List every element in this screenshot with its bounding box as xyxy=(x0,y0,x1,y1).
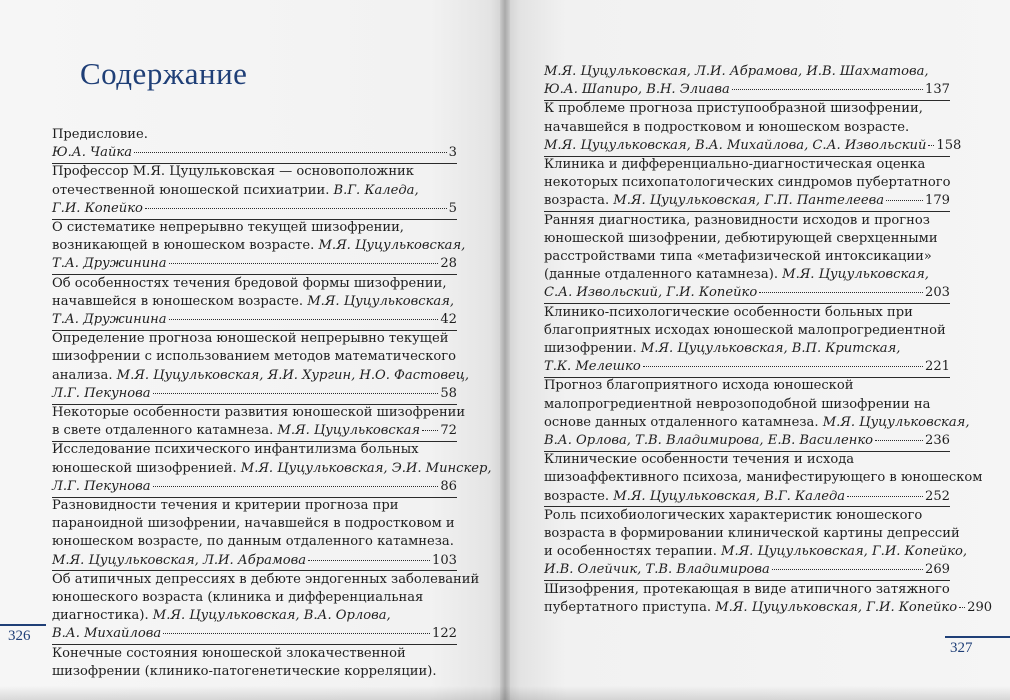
entry-page-number: 269 xyxy=(925,562,950,578)
entry-title-text: Исследование психического инфантилизма больных xyxy=(52,442,419,458)
dot-leader xyxy=(163,633,430,634)
entry-title-text: Некоторые особенности развития юношеской шизофрении xyxy=(52,405,466,421)
entry-text xyxy=(52,311,167,329)
entry-title-line xyxy=(544,340,950,358)
entry-authors: Л.Г. Пекунова xyxy=(52,478,151,494)
entry-authors: М.Я. Цуцульковская, В.Г. Каледа xyxy=(613,488,846,504)
entry-last-line xyxy=(52,311,457,329)
entry-authors: М.Я. Цуцульковская, В.А. Михайлова, С.А. Извольский xyxy=(544,137,927,153)
entry-title-text: Об атипичных депрессиях в дебюте эндогенных заболеваний xyxy=(52,571,480,587)
entry-title-line xyxy=(544,100,950,118)
entry-last-line xyxy=(52,625,457,643)
entry-last-line xyxy=(544,432,950,450)
entry-title-text: малопрогредиентной неврозоподобной шизофрении на xyxy=(544,396,931,412)
entry-authors: М.Я. Цуцульковская, Э.И. Минскер, xyxy=(240,460,492,476)
entry-title-text: Прогноз благоприятного исхода юношеской xyxy=(544,378,854,394)
entry-last-line xyxy=(544,358,950,376)
entry-title-text: К проблеме прогноза приступообразной шизофрении, xyxy=(544,101,923,117)
entry-last-line xyxy=(544,488,950,506)
entry-text xyxy=(52,144,132,162)
toc-entry xyxy=(52,571,480,645)
entry-authors: Т.А. Дружинина xyxy=(52,256,167,272)
page-title: Содержание xyxy=(80,56,248,91)
entry-title-line xyxy=(544,212,950,230)
entry-title-line xyxy=(52,237,466,255)
entry-last-line xyxy=(52,144,457,162)
toc-entry xyxy=(52,275,457,331)
toc-entry xyxy=(52,404,466,441)
entry-title-text: возрасте. xyxy=(544,488,614,504)
entry-title-text: Шизофрения, протекающая в виде атипичного затяжного xyxy=(544,581,950,597)
entry-title-line xyxy=(52,497,457,515)
entry-authors: М.Я. Цуцульковская, Г.И. Копейко xyxy=(715,599,958,615)
entry-title-text: анализа. xyxy=(52,367,117,383)
entry-title-text: О систематике непрерывно текущей шизофрении, xyxy=(52,220,404,236)
dot-leader xyxy=(928,145,934,146)
entry-title-text: Разновидности течения и критерии прогноза при xyxy=(52,498,399,514)
entry-title-line xyxy=(544,543,968,561)
entry-authors: В.Г. Каледа, xyxy=(333,182,419,198)
entry-title-line xyxy=(52,515,457,533)
entry-last-line xyxy=(52,255,457,273)
entry-title-text: расстройствами типа «метафизической интоксикации» xyxy=(544,249,932,265)
dot-leader xyxy=(169,319,439,320)
entry-text xyxy=(52,552,306,570)
entry-last-line xyxy=(52,422,457,440)
entry-last-line xyxy=(544,137,962,155)
entry-title-text: пубертатного приступа. xyxy=(544,599,716,615)
entry-authors: Т.А. Дружинина xyxy=(52,312,167,328)
toc-entry xyxy=(544,304,950,378)
entry-title-text: юношеской шизофрении, дебютирующей сверхценными xyxy=(544,230,938,246)
entry-page-number: 3 xyxy=(448,145,457,161)
entry-title-text: возникающей в юношеском возрасте. xyxy=(52,238,319,254)
entry-last-line xyxy=(52,552,457,570)
entry-authors: М.Я. Цуцульковская, xyxy=(318,238,466,254)
toc-list-right xyxy=(544,63,993,618)
dot-leader xyxy=(145,208,447,209)
entry-title-text: начавшейся в юношеском возрасте. xyxy=(52,293,308,309)
entry-title-line xyxy=(52,571,480,589)
entry-last-line xyxy=(52,200,457,218)
entry-page-number: 179 xyxy=(925,193,950,209)
entry-authors: Ю.А. Чайка xyxy=(52,145,133,161)
toc-entry xyxy=(52,330,470,404)
entry-title-line xyxy=(52,275,457,293)
entry-authors: М.Я. Цуцульковская, Л.И. Абрамова xyxy=(52,552,307,568)
entry-title-line xyxy=(544,581,950,599)
entry-title-text: юношеского возраста (клиника и дифференциальная xyxy=(52,590,424,606)
entry-page-number: 137 xyxy=(925,82,950,98)
entry-title-line xyxy=(52,663,457,681)
entry-title-line xyxy=(52,163,457,181)
toc-entry xyxy=(52,163,457,219)
entry-authors: М.Я. Цуцульковская, Я.И. Хургин, Н.О. Фастовец, xyxy=(116,367,470,383)
entry-authors-line: М.Я. Цуцульковская, Л.И. Абрамова, И.В. Шахматова, xyxy=(544,64,929,79)
entry-authors: М.Я. Цуцульковская, xyxy=(782,267,929,283)
entry-text xyxy=(52,255,167,273)
entry-title-line xyxy=(52,126,457,144)
entry-title-text: возраста в формировании клинической картины депрессий xyxy=(544,526,960,542)
entry-page-number: 236 xyxy=(925,433,950,449)
entry-title-text: Клинико-психологические особенности больных при xyxy=(544,304,913,320)
entry-title-text: диагностика). xyxy=(52,608,153,624)
dot-leader xyxy=(169,263,439,264)
entry-title-line xyxy=(52,348,457,366)
entry-title-line xyxy=(544,396,950,414)
entry-title-text: шизофрении (клинико-патогенетические корреляции). xyxy=(52,663,437,679)
entry-title-text: Роль психобиологических характеристик юношеского xyxy=(544,507,923,523)
entry-page-number: 203 xyxy=(925,285,950,301)
entry-title-text: шизофрении. xyxy=(544,341,641,357)
entry-title-line xyxy=(52,293,457,311)
entry-authors: Г.И. Копейко xyxy=(52,200,143,216)
entry-title-text: Об особенностях течения бредовой формы шизофрении, xyxy=(52,275,447,291)
entry-page-number: 28 xyxy=(440,256,457,272)
entry-title-text: юношеском возрасте, по данным отдаленного катамнеза. xyxy=(52,534,454,550)
entry-last-line xyxy=(544,561,950,579)
entry-authors: М.Я. Цуцульковская, В.А. Орлова, xyxy=(152,608,391,624)
entry-title-text: Ранняя диагностика, разновидности исходов и прогноз xyxy=(544,212,930,228)
toc-entry xyxy=(52,219,466,275)
entry-title-line xyxy=(544,377,950,395)
dot-leader xyxy=(422,430,438,431)
entry-title-line xyxy=(52,367,470,385)
entry-text xyxy=(544,358,641,376)
dot-leader xyxy=(847,496,923,497)
entry-page-number: 290 xyxy=(967,599,993,615)
toc-entry xyxy=(544,581,993,618)
page-number-left: 326 xyxy=(8,628,31,644)
entry-text xyxy=(544,81,730,99)
entry-authors: М.Я. Цуцульковская, xyxy=(822,414,970,430)
entry-text xyxy=(52,422,420,440)
toc-entry xyxy=(544,212,950,304)
entry-page-number: 122 xyxy=(432,626,457,642)
entry-title-text: Конечные состояния юношеской злокачественной xyxy=(52,645,406,661)
dot-leader xyxy=(643,366,923,367)
entry-title-text: Определение прогноза юношеской непрерывно текущей xyxy=(52,331,449,347)
dot-leader xyxy=(959,607,965,608)
entry-page-number: 42 xyxy=(440,312,457,328)
entry-page-number: 158 xyxy=(936,137,962,153)
toc-entry xyxy=(52,645,457,682)
entry-page-number: 72 xyxy=(440,423,457,439)
entry-page-number: 58 xyxy=(440,385,457,401)
entry-title-line xyxy=(52,330,457,348)
entry-text xyxy=(52,385,151,403)
toc-entry xyxy=(52,441,492,497)
entry-title-line xyxy=(52,645,457,663)
entry-authors: В.А. Орлова, Т.В. Владимирова, Е.В. Василенко xyxy=(544,433,874,449)
entry-title-text: и особенностях терапии. xyxy=(544,544,722,560)
entry-text xyxy=(544,284,757,302)
entry-title-text: параноидной шизофрении, начавшейся в подростковом и xyxy=(52,516,455,532)
toc-entry xyxy=(544,156,950,212)
entry-text xyxy=(544,561,770,579)
toc-entry xyxy=(52,126,457,163)
dot-leader xyxy=(886,200,923,201)
entry-title-text: отечественной юношеской психиатрии. xyxy=(52,182,334,198)
entry-authors: С.А. Извольский, Г.И. Копейко xyxy=(544,285,758,301)
entry-title-text: некоторых психопатологических синдромов пубертатного xyxy=(544,175,951,191)
entry-authors: Ю.А. Шапиро, В.Н. Элиава xyxy=(544,82,730,98)
toc-entry xyxy=(544,377,970,451)
dot-leader xyxy=(732,89,923,90)
entry-authors: Т.К. Мелешко xyxy=(544,359,641,375)
entry-page-number: 5 xyxy=(448,200,457,216)
entry-authors: М.Я. Цуцульковская, Г.И. Копейко, xyxy=(721,544,968,560)
dot-leader xyxy=(759,292,923,293)
entry-text xyxy=(544,137,926,155)
entry-title-text: Клинические особенности течения и исхода xyxy=(544,452,855,468)
entry-title-line xyxy=(52,533,457,551)
entry-title-text: начавшейся в подростковом и юношеском возрасте. xyxy=(544,119,910,135)
entry-text xyxy=(52,200,143,218)
entry-title-text: шизофрении с использованием методов математического xyxy=(52,349,457,365)
entry-title-line xyxy=(52,589,457,607)
entry-last-line xyxy=(544,81,950,99)
entry-title-line xyxy=(52,460,492,478)
entry-title-line xyxy=(544,248,950,266)
entry-title-text: (данные отдаленного катамнеза). xyxy=(544,267,783,283)
entry-title-line xyxy=(544,507,950,525)
entry-last-line xyxy=(544,284,950,302)
entry-title-line xyxy=(52,182,457,200)
entry-title-line xyxy=(544,230,950,248)
entry-title-text: Предисловие. xyxy=(52,127,148,142)
entry-text xyxy=(544,599,957,617)
book-gutter xyxy=(500,0,510,700)
dot-leader xyxy=(134,152,447,153)
folio-rule-left xyxy=(0,624,46,626)
entry-title-line xyxy=(544,414,970,432)
entry-authors: М.Я. Цуцульковская, xyxy=(307,293,455,309)
entry-title-line xyxy=(544,525,960,543)
entry-title-line xyxy=(544,322,950,340)
entry-text xyxy=(544,192,884,210)
entry-page-number: 86 xyxy=(440,478,457,494)
entry-authors: Л.Г. Пекунова xyxy=(52,385,151,401)
entry-title-text: благоприятных исходах юношеской малопрогредиентной xyxy=(544,322,946,338)
entry-title-text: в свете отдаленного катамнеза. xyxy=(52,423,278,439)
entry-text xyxy=(52,625,161,643)
entry-authors: И.В. Олейчик, Т.В. Владимирова xyxy=(544,562,770,578)
entry-authors: В.А. Михайлова xyxy=(52,626,162,642)
entry-last-line xyxy=(544,192,950,210)
entry-title-text: возраста. xyxy=(544,193,614,209)
toc-entry xyxy=(544,507,968,581)
entry-authors: М.Я. Цуцульковская, В.П. Критская, xyxy=(640,341,901,357)
toc-entry xyxy=(544,100,962,156)
entry-title-line xyxy=(544,451,950,469)
entry-title-text: шизоаффективного психоза, манифестирующего в юношеском xyxy=(544,470,983,486)
entry-page-number: 103 xyxy=(432,552,457,568)
entry-title-line xyxy=(544,304,950,322)
entry-authors: М.Я. Цуцульковская xyxy=(277,423,421,439)
entry-last-line xyxy=(544,599,993,617)
toc-entry xyxy=(544,451,983,507)
entry-last-line xyxy=(52,478,457,496)
entry-title-line xyxy=(52,607,457,625)
dot-leader xyxy=(772,569,923,570)
entry-title-line xyxy=(52,441,457,459)
toc-list-left xyxy=(52,126,492,682)
right-page xyxy=(505,0,1010,700)
entry-title-line xyxy=(52,219,457,237)
folio-rule-right xyxy=(945,636,1010,638)
entry-authors: М.Я. Цуцульковская, Г.П. Пантелеева xyxy=(613,193,885,209)
entry-title-line xyxy=(52,404,466,422)
entry-title-text: основе данных отдаленного катамнеза. xyxy=(544,414,823,430)
entry-title-text: Профессор М.Я. Цуцульковская — основоположник xyxy=(52,164,414,180)
entry-page-number: 252 xyxy=(925,488,950,504)
entry-title-line xyxy=(544,266,950,284)
entry-title-text: Клиника и дифференциально-диагностическая оценка xyxy=(544,157,926,173)
entry-title-line xyxy=(544,156,950,174)
dot-leader xyxy=(153,393,439,394)
toc-entry xyxy=(544,63,950,100)
dot-leader xyxy=(153,486,439,487)
entry-text xyxy=(52,478,151,496)
entry-title-line xyxy=(544,174,950,192)
entry-text xyxy=(544,488,845,506)
entry-text xyxy=(544,432,873,450)
page-edge-shadow xyxy=(0,686,1010,700)
entry-page-number: 221 xyxy=(925,359,950,375)
entry-title-line xyxy=(544,469,983,487)
page-number-right: 327 xyxy=(950,640,973,656)
toc-entry xyxy=(52,497,457,571)
dot-leader xyxy=(875,440,923,441)
entry-title-line xyxy=(544,119,950,137)
dot-leader xyxy=(308,560,430,561)
entry-last-line xyxy=(52,385,457,403)
entry-title-text: юношеской шизофренией. xyxy=(52,460,241,476)
